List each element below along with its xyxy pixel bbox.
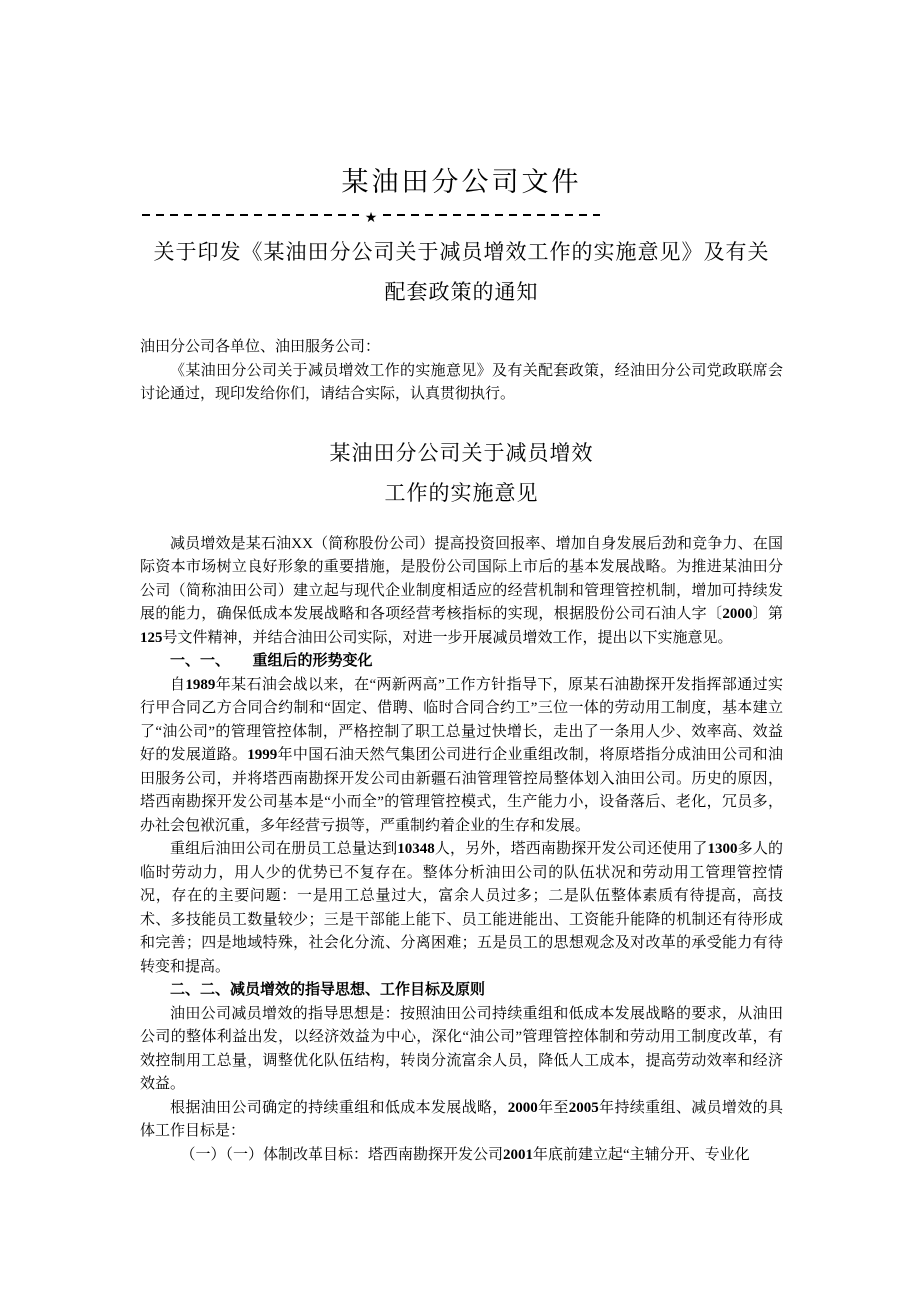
doc-title-line2: 工作的实施意见	[384, 480, 539, 505]
paragraph-guiding-principles: 油田公司减员增效的指导思想是：按照油田公司持续重组和低成本发展战略的要求，从油田公司的整体利益出发，以经济效益为中心，深化“油公司”管理管控体制和劳动用工制度改革，有效控制用工总量，调整优化队伍结构，转岗分流富余人员，降低人工成本，提高劳动效率和经济效益。	[140, 1005, 783, 1092]
notice-title-line1: 关于印发《某油田分公司关于减员增效工作的实施意见》及有关	[153, 240, 770, 264]
salutation: 油田分公司各单位、油田服务公司：	[140, 339, 381, 355]
paragraph-work-goals: 根据油田公司确定的持续重组和低成本发展战略，2000年至2005年持续重组、减员增效的具体工作目标是：	[140, 1099, 783, 1139]
notice-title	[140, 232, 783, 312]
implementation-opinion-title	[140, 433, 783, 513]
paragraph-overview: 减员增效是某石油XX（简称股份公司）提高投资回报率、增加自身发展后劲和竞争力、在国际资本市场树立良好形象的重要措施，是股份公司国际上市后的基本发展战略。为推进某油田分公司（简称油田公司）建立起与现代企业制度相适应的经营机制和管理管控机制，增加可持续发展的能力，确保低成本发展战略和各项经营考核指标的实现，根据股份公司石油人字〔2000〕第125号文件精神，并结合油田公司实际，对进一步开展减员增效工作，提出以下实施意见。	[140, 535, 783, 646]
star-separator	[142, 208, 600, 226]
section-heading-2: 二、二、减员增效的指导思想、工作目标及原则	[170, 982, 486, 998]
intro-paragraph: 《某油田分公司关于减员增效工作的实施意见》及有关配套政策，经油田分公司党政联席会讨论通过，现印发给你们，请结合实际，认真贯彻执行。	[140, 362, 783, 402]
separator-dashes-left	[142, 214, 359, 216]
notice-title-line2: 配套政策的通知	[384, 280, 539, 304]
org-title: 某油田分公司文件	[341, 167, 582, 197]
paragraph-reform-goal: （一）（一）体制改革目标：塔西南勘探开发公司2001年底前建立起“主辅分开、专业化	[180, 1146, 750, 1163]
section-heading-1: 一、一、 重组后的形势变化	[170, 653, 373, 669]
paragraph-history: 自1989年某石油会战以来，在“两新两高”工作方针指导下，原某石油勘探开发指挥部通过实行甲合同乙方合同合约制和“固定、借聘、临时合同合约工”三位一体的劳动用工制度，基本建立了“油公司”的管理管控体制，严格控制了职工总量过快增长，走出了一条用人少、效率高、效益好的发展道路。1999年中国石油天然气集团公司进行企业重组改制，将原塔指分成油田公司和油田服务公司，并将塔西南勘探开发公司由新疆石油管理管控局整体划入油田公司。历史的原因，塔西南勘探开发公司基本是“小而全”的管理管控模式，生产能力小，设备落后、老化，冗员多，办社会包袱沉重，多年经营亏损等，严重制约着企业的生存和发展。	[140, 676, 783, 834]
star-icon: ★	[364, 211, 378, 226]
doc-title-line1: 某油田分公司关于减员增效	[329, 440, 594, 465]
separator-dashes-right	[383, 214, 600, 216]
paragraph-staffing-problems: 重组后油田公司在册员工总量达到10348人，另外，塔西南勘探开发公司还使用了1300多人的临时劳动力，用人少的优势已不复存在。整体分析油田公司的队伍状况和劳动用工管理管控情况，存在的主要问题：一是用工总量过大，富余人员过多；二是队伍整体素质有待提高，高技术、多技能员工数量较少；三是干部能上能下、员工能进能出、工资能升能降的机制还有待形成和完善；四是地域特殊，社会化分流、分离困难；五是员工的思想观念及对改革的承受能力有待转变和提高。	[140, 841, 783, 975]
